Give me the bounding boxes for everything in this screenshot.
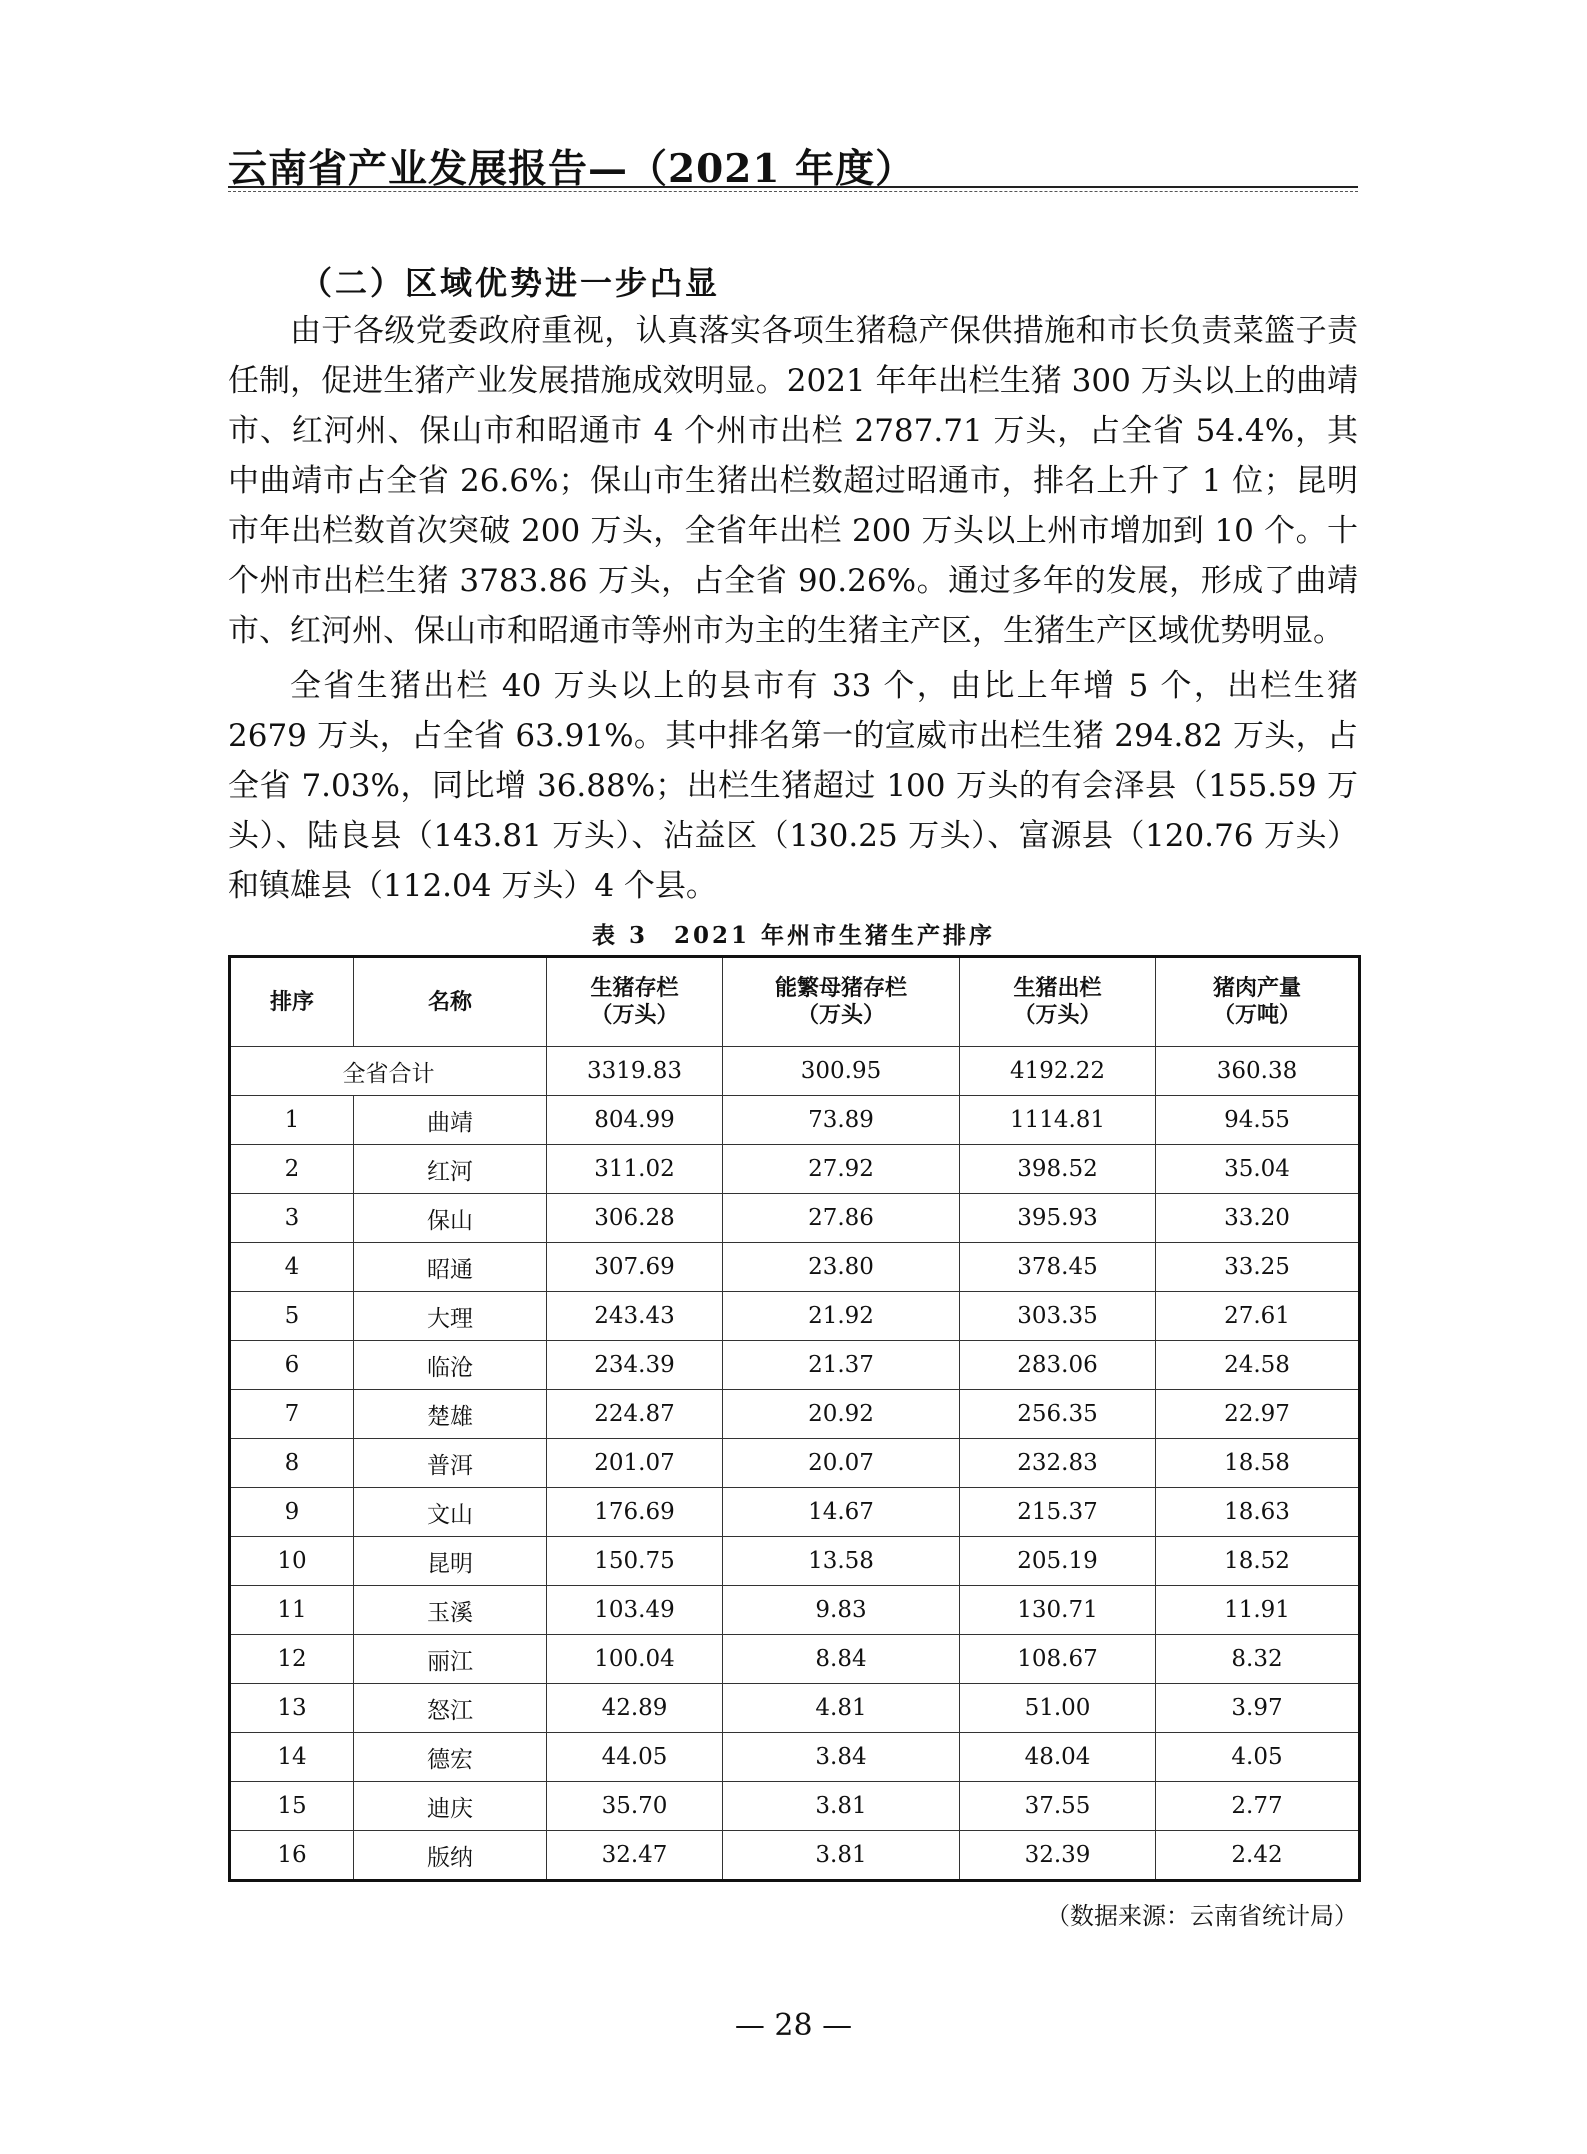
cell-sow-stock: 3.81 <box>723 1831 960 1881</box>
table-row <box>230 1537 1360 1586</box>
cell-rank: 7 <box>230 1390 354 1439</box>
cell-name: 玉溪 <box>354 1586 547 1635</box>
cell-rank: 16 <box>230 1831 354 1881</box>
cell-pig-stock: 234.39 <box>547 1341 723 1390</box>
cell-pig-stock: 32.47 <box>547 1831 723 1881</box>
cell-pig-slaughter: 283.06 <box>960 1341 1156 1390</box>
cell-name: 昆明 <box>354 1537 547 1586</box>
cell-name: 文山 <box>354 1488 547 1537</box>
cell-sow-stock: 14.67 <box>723 1488 960 1537</box>
cell-sow-stock: 27.92 <box>723 1145 960 1194</box>
header-sow-stock: 能繁母猪存栏 （万头） <box>723 957 960 1047</box>
cell-pig-stock: 176.69 <box>547 1488 723 1537</box>
cell-sow-stock: 9.83 <box>723 1586 960 1635</box>
cell-pig-slaughter: 37.55 <box>960 1782 1156 1831</box>
cell-pig-slaughter: 256.35 <box>960 1390 1156 1439</box>
cell-sow-stock: 73.89 <box>723 1096 960 1145</box>
cell-pork-output: 27.61 <box>1156 1292 1360 1341</box>
cell-sow-stock: 3.84 <box>723 1733 960 1782</box>
cell-pig-stock: 100.04 <box>547 1635 723 1684</box>
cell-pork-output: 18.63 <box>1156 1488 1360 1537</box>
cell-pig-stock: 42.89 <box>547 1684 723 1733</box>
cell-pig-stock: 150.75 <box>547 1537 723 1586</box>
cell-sow-stock: 20.07 <box>723 1439 960 1488</box>
cell-pork-output: 11.91 <box>1156 1586 1360 1635</box>
cell-pig-slaughter: 303.35 <box>960 1292 1156 1341</box>
cell-name: 楚雄 <box>354 1390 547 1439</box>
cell-sow-stock: 8.84 <box>723 1635 960 1684</box>
cell-pig-stock: 44.05 <box>547 1733 723 1782</box>
cell-pig-slaughter: 1114.81 <box>960 1096 1156 1145</box>
cell-pork-output: 2.42 <box>1156 1831 1360 1881</box>
cell-rank: 14 <box>230 1733 354 1782</box>
cell-pig-slaughter: 51.00 <box>960 1684 1156 1733</box>
cell-name: 大理 <box>354 1292 547 1341</box>
cell-sow-stock: 4.81 <box>723 1684 960 1733</box>
cell-name: 版纳 <box>354 1831 547 1881</box>
table-caption: 表 3 2021 年州市生猪生产排序 <box>591 922 996 949</box>
cell-rank: 10 <box>230 1537 354 1586</box>
body-paragraph-2: 全省生猪出栏 40 万头以上的县市有 33 个，由比上年增 5 个，出栏生猪 2679 万头，占全省 63.91%。其中排名第一的宣威市出栏生猪 294.82 万头，占全省 7.03%，同比增 36.88%；出栏生猪超过 100 万头的有会泽县（155.59 万头）、陆良县（143.81 万头）、沾益区（130.25 万头）、富源县（120.76 万头）和镇雄县（112.04 万头）4 个县。 <box>228 668 1358 904</box>
total-pork-output: 360.38 <box>1156 1047 1360 1096</box>
cell-sow-stock: 3.81 <box>723 1782 960 1831</box>
cell-pig-stock: 35.70 <box>547 1782 723 1831</box>
data-source-note: （数据来源：云南省统计局） <box>1046 1902 1358 1930</box>
cell-pork-output: 24.58 <box>1156 1341 1360 1390</box>
cell-name: 迪庆 <box>354 1782 547 1831</box>
cell-rank: 5 <box>230 1292 354 1341</box>
cell-sow-stock: 13.58 <box>723 1537 960 1586</box>
cell-sow-stock: 21.37 <box>723 1341 960 1390</box>
total-label: 全省合计 <box>230 1047 547 1096</box>
total-sow-stock: 300.95 <box>723 1047 960 1096</box>
table-row <box>230 1488 1360 1537</box>
cell-name: 丽江 <box>354 1635 547 1684</box>
cell-pig-slaughter: 215.37 <box>960 1488 1156 1537</box>
cell-name: 保山 <box>354 1194 547 1243</box>
cell-rank: 3 <box>230 1194 354 1243</box>
cell-name: 昭通 <box>354 1243 547 1292</box>
cell-pig-slaughter: 378.45 <box>960 1243 1156 1292</box>
pig-production-table <box>228 955 1361 1882</box>
cell-pig-slaughter: 32.39 <box>960 1831 1156 1881</box>
header-pig-stock: 生猪存栏 （万头） <box>547 957 723 1047</box>
table-row <box>230 1096 1360 1145</box>
page-header-title: 云南省产业发展报告—（2021 年度） <box>228 146 916 192</box>
cell-pig-slaughter: 395.93 <box>960 1194 1156 1243</box>
cell-pork-output: 35.04 <box>1156 1145 1360 1194</box>
table-row <box>230 1292 1360 1341</box>
cell-pork-output: 18.52 <box>1156 1537 1360 1586</box>
cell-pig-stock: 224.87 <box>547 1390 723 1439</box>
table-row <box>230 1831 1360 1881</box>
table-total-row <box>230 1047 1360 1096</box>
cell-sow-stock: 23.80 <box>723 1243 960 1292</box>
cell-rank: 12 <box>230 1635 354 1684</box>
header-rank: 排序 <box>230 957 354 1047</box>
header-rule-dashed <box>228 191 1358 192</box>
cell-pig-stock: 311.02 <box>547 1145 723 1194</box>
total-pig-stock: 3319.83 <box>547 1047 723 1096</box>
cell-sow-stock: 21.92 <box>723 1292 960 1341</box>
table-row <box>230 1439 1360 1488</box>
cell-rank: 2 <box>230 1145 354 1194</box>
cell-pig-stock: 307.69 <box>547 1243 723 1292</box>
cell-name: 德宏 <box>354 1733 547 1782</box>
cell-rank: 13 <box>230 1684 354 1733</box>
header-name: 名称 <box>354 957 547 1047</box>
cell-rank: 8 <box>230 1439 354 1488</box>
cell-pig-slaughter: 232.83 <box>960 1439 1156 1488</box>
cell-rank: 11 <box>230 1586 354 1635</box>
header-pork-output: 猪肉产量 （万吨） <box>1156 957 1360 1047</box>
cell-pig-slaughter: 108.67 <box>960 1635 1156 1684</box>
cell-pig-stock: 103.49 <box>547 1586 723 1635</box>
cell-rank: 9 <box>230 1488 354 1537</box>
table-row <box>230 1635 1360 1684</box>
table-header-row <box>230 957 1360 1047</box>
cell-pork-output: 2.77 <box>1156 1782 1360 1831</box>
table-row <box>230 1390 1360 1439</box>
cell-pig-slaughter: 398.52 <box>960 1145 1156 1194</box>
cell-name: 普洱 <box>354 1439 547 1488</box>
table-row <box>230 1341 1360 1390</box>
table-row <box>230 1194 1360 1243</box>
cell-rank: 6 <box>230 1341 354 1390</box>
body-paragraph-1: 由于各级党委政府重视，认真落实各项生猪稳产保供措施和市长负责菜篮子责任制，促进生猪产业发展措施成效明显。2021 年年出栏生猪 300 万头以上的曲靖市、红河州、保山市和昭通市 4 个州市出栏 2787.71 万头，占全省 54.4%，其中曲靖市占全省 26.6%；保山市生猪出栏数超过昭通市，排名上升了 1 位；昆明市年出栏数首次突破 200 万头，全省年出栏 200 万头以上州市增加到 10 个。十个州市出栏生猪 3783.86 万头，占全省 90.26%。通过多年的发展，形成了曲靖市、红河州、保山市和昭通市等州市为主的生猪主产区，生猪生产区域优势明显。 <box>228 313 1358 649</box>
cell-pork-output: 18.58 <box>1156 1439 1360 1488</box>
cell-name: 曲靖 <box>354 1096 547 1145</box>
table-row <box>230 1586 1360 1635</box>
section-heading: （二）区域优势进一步凸显 <box>300 264 721 302</box>
header-pig-slaughter: 生猪出栏 （万头） <box>960 957 1156 1047</box>
cell-pork-output: 8.32 <box>1156 1635 1360 1684</box>
table-row <box>230 1733 1360 1782</box>
cell-pork-output: 4.05 <box>1156 1733 1360 1782</box>
cell-name: 红河 <box>354 1145 547 1194</box>
table-row <box>230 1145 1360 1194</box>
cell-pork-output: 33.20 <box>1156 1194 1360 1243</box>
cell-name: 临沧 <box>354 1341 547 1390</box>
cell-rank: 4 <box>230 1243 354 1292</box>
cell-pig-stock: 201.07 <box>547 1439 723 1488</box>
cell-pork-output: 22.97 <box>1156 1390 1360 1439</box>
total-pig-slaughter: 4192.22 <box>960 1047 1156 1096</box>
cell-pork-output: 3.97 <box>1156 1684 1360 1733</box>
header-rule <box>228 186 1358 188</box>
page-number: — 28 — <box>734 2008 853 2043</box>
cell-sow-stock: 20.92 <box>723 1390 960 1439</box>
cell-pig-stock: 306.28 <box>547 1194 723 1243</box>
cell-pork-output: 33.25 <box>1156 1243 1360 1292</box>
cell-sow-stock: 27.86 <box>723 1194 960 1243</box>
cell-pig-stock: 243.43 <box>547 1292 723 1341</box>
table-row <box>230 1243 1360 1292</box>
cell-pig-stock: 804.99 <box>547 1096 723 1145</box>
cell-rank: 1 <box>230 1096 354 1145</box>
table-row <box>230 1684 1360 1733</box>
cell-name: 怒江 <box>354 1684 547 1733</box>
cell-pig-slaughter: 205.19 <box>960 1537 1156 1586</box>
cell-pig-slaughter: 48.04 <box>960 1733 1156 1782</box>
cell-pig-slaughter: 130.71 <box>960 1586 1156 1635</box>
cell-rank: 15 <box>230 1782 354 1831</box>
table-row <box>230 1782 1360 1831</box>
cell-pork-output: 94.55 <box>1156 1096 1360 1145</box>
